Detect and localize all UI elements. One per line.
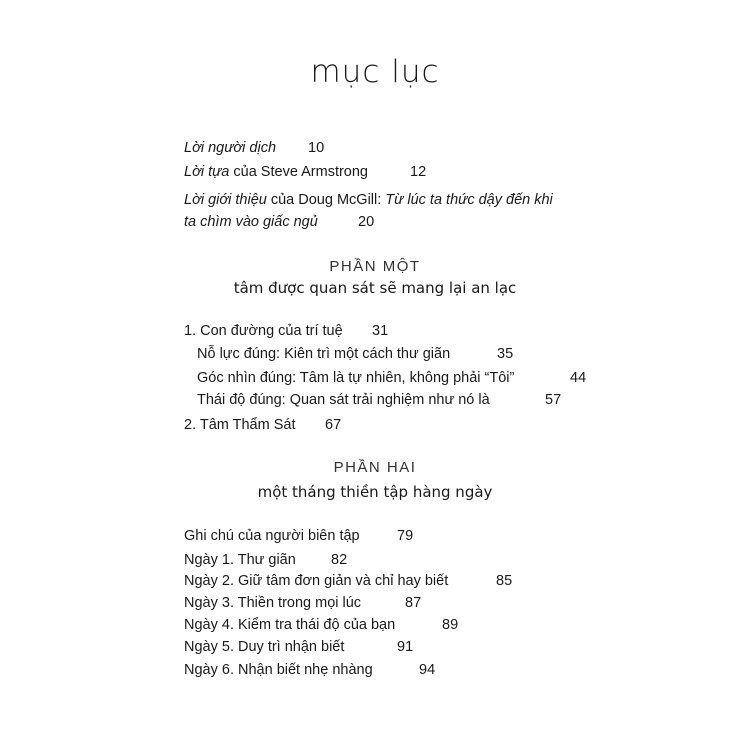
page-number: 82	[331, 552, 348, 568]
page-number: 31	[372, 323, 389, 339]
toc-entry: Ngày 5. Duy trì nhận biết	[184, 639, 345, 655]
toc-entry: Thái độ đúng: Quan sát trải nghiệm như nó là	[197, 392, 490, 408]
page-number: 35	[497, 346, 514, 362]
toc-entry: Nỗ lực đúng: Kiên trì một cách thư giãn	[197, 346, 451, 362]
entry-segment: Lời tựa	[184, 164, 230, 180]
part-subtitle: tâm được quan sát sẽ mang lại an lạc	[233, 279, 517, 297]
page-number: 20	[358, 214, 375, 230]
part-label: PHẦN MỘT	[329, 258, 421, 275]
page-number: 79	[397, 528, 414, 544]
page-number: 94	[419, 662, 436, 678]
entry-segment: Lời giới thiệu	[184, 192, 267, 208]
entry-segment: Từ lúc ta thức dậy đến khi	[385, 192, 553, 208]
toc-entry	[184, 139, 276, 157]
entry-segment: Lời người dịch	[184, 140, 277, 156]
page-number: 12	[410, 164, 427, 180]
toc-entry: Ngày 2. Giữ tâm đơn giản và chỉ hay biết	[184, 573, 449, 589]
page-number: 89	[442, 617, 459, 633]
toc-entry: 2. Tâm Thẩm Sát	[184, 417, 296, 433]
page-number: 91	[397, 639, 414, 655]
toc-entry: Ngày 1. Thư giãn	[184, 552, 296, 568]
toc-entry: Ngày 3. Thiền trong mọi lúc	[184, 595, 362, 611]
part-subtitle: một tháng thiền tập hàng ngày	[257, 483, 493, 501]
toc-entry: Ghi chú của người biên tập	[184, 528, 360, 544]
page-number: 57	[545, 392, 562, 408]
page-number: 10	[308, 140, 325, 156]
entry-segment: của Doug McGill:	[266, 192, 386, 208]
page-title: mục lục	[310, 54, 440, 90]
toc-entry	[184, 163, 368, 181]
page-number: 67	[325, 417, 342, 433]
toc-entry: Ngày 4. Kiểm tra thái độ của bạn	[184, 617, 396, 633]
toc-entry: 1. Con đường của trí tuệ	[184, 323, 343, 339]
page-number: 87	[405, 595, 422, 611]
toc-entry-continuation: ta chìm vào giấc ngủ	[184, 214, 318, 230]
toc-entry: Góc nhìn đúng: Tâm là tự nhiên, không phải “Tôi”	[197, 370, 515, 386]
page-number: 44	[570, 370, 587, 386]
page-number: 85	[496, 573, 513, 589]
toc-entry	[184, 191, 553, 209]
entry-segment: của Steve Armstrong	[229, 164, 368, 180]
part-label: PHẦN HAI	[333, 459, 417, 476]
toc-entry: Ngày 6. Nhận biết nhẹ nhàng	[184, 662, 373, 678]
